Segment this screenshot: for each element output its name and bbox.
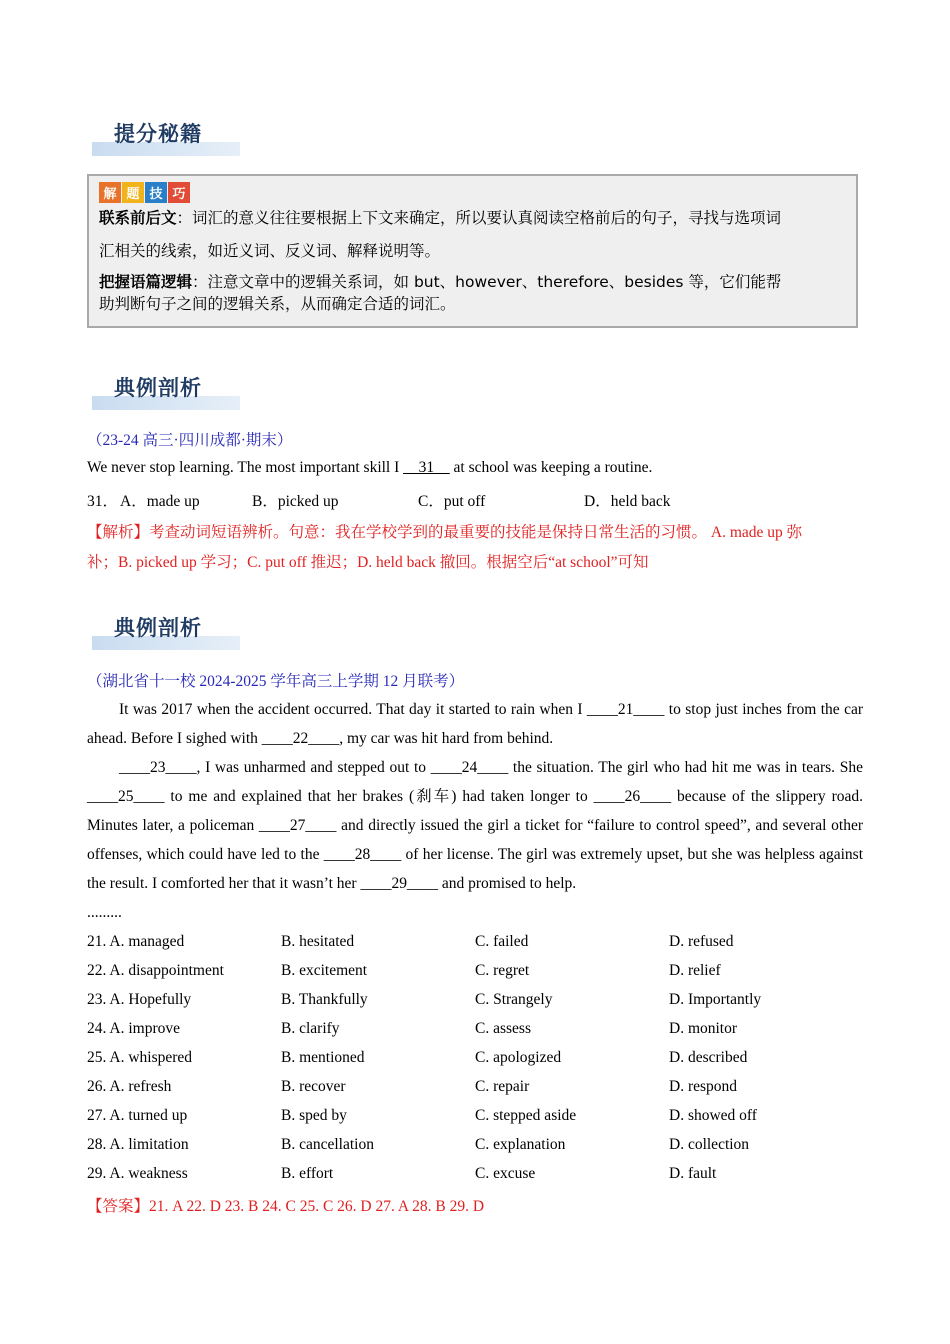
question-22-option-b: B. excitement [281,962,368,979]
question-29-option-a: 29. A. weakness [87,1165,188,1182]
question-27-option-b: B. sped by [281,1107,347,1124]
badge-char: 技 [145,182,167,203]
tip1-bold: 联系前后文 [99,209,177,227]
question-27-option-a: 27. A. turned up [87,1107,188,1124]
question-29-option-d: D. fault [669,1165,717,1182]
heading-text: 提分秘籍 [114,122,202,146]
question-22-option-c: C. regret [475,962,530,979]
question-24-option-a: 24. A. improve [87,1020,180,1037]
heading-text: 典例剖析 [114,376,202,400]
question-29-option-b: B. effort [281,1165,334,1182]
question-28-option-c: C. explanation [475,1136,566,1153]
question-22-option-a: 22. A. disappointment [87,962,224,979]
heading-text: 典例剖析 [114,616,202,640]
question-25-option-c: C. apologized [475,1049,562,1066]
sentence-after: at school was keeping a routine. [449,459,653,476]
blank-31: __31__ [403,459,450,476]
question-28-option-a: 28. A. limitation [87,1136,189,1153]
question-23-option-a: 23. A. Hopefully [87,991,192,1008]
question-26-option-c: C. repair [475,1078,530,1095]
example2-source: （湖北省十一校 2024-2025 学年高三上学期 12 月联考） [87,673,465,690]
question-28-option-d: D. collection [669,1136,750,1153]
question-24-option-c: C. assess [475,1020,531,1037]
badge-char: 解 [99,182,121,203]
example1-sentence [87,459,652,477]
option-c: C．put off [418,493,486,510]
question-26-option-d: D. respond [669,1078,738,1095]
question-23-option-d: D. Importantly [669,991,762,1008]
question-25-option-a: 25. A. whispered [87,1049,193,1066]
question-26-option-a: 26. A. refresh [87,1078,172,1095]
question-27-option-c: C. stepped aside [475,1107,577,1124]
answer-key: 【答案】21. A 22. D 23. B 24. C 25. C 26. D 27. A 28. B 29. D [87,1198,485,1215]
question-21-option-d: D. refused [669,933,734,950]
tip-badges [99,182,190,203]
tip-line-1 [99,206,851,228]
tip-line-1-cont: 汇相关的线索，如近义词、反义词、解释说明等。 [99,242,441,260]
tip-line-2 [99,270,851,292]
question-24-option-d: D. monitor [669,1020,738,1037]
passage-ellipsis: ......... [87,904,122,921]
badge-char: 巧 [168,182,190,203]
passage-paragraph-2: ____23____, I was unharmed and stepped out to ____24____ the situation. The girl who had hit me was in tears. She ____25____ to me and explained that her brakes (刹车) had taken longer to ____26____ because of the slippery road. Minutes later, a policeman ____27____ and directly issued the girl a ticket for “failure to control speed”, and several other offenses, which could have led to the ____28____ of her license. The girl was extremely upset, but she was helpless against the result. I comforted her that it wasn’t her ____29____ and promised to help. [87,759,863,892]
question-27-option-d: D. showed off [669,1107,757,1124]
option-a: A．made up [120,493,200,510]
question-23-option-b: B. Thankfully [281,991,368,1008]
tip2-text: ：注意文章中的逻辑关系词，如 but、however、therefore、besides 等，它们能帮 [192,273,782,291]
question-25-option-b: B. mentioned [281,1049,365,1066]
tip-box [87,174,858,328]
option-d: D．held back [584,493,671,510]
question-22-option-d: D. relief [669,962,721,979]
question-25-option-d: D. described [669,1049,748,1066]
option-b: B．picked up [252,493,339,510]
section-heading-example-2 [92,610,240,650]
question-23-option-c: C. Strangely [475,991,553,1008]
question-26-option-b: B. recover [281,1078,346,1095]
analysis-line-1: 【解析】考查动词短语辨析。句意：我在学校学到的最重要的技能是保持日常生活的习惯。 A. made up 弥 [87,524,803,541]
section-heading-example-1 [92,370,240,410]
question-21-option-c: C. failed [475,933,529,950]
tip2-bold: 把握语篇逻辑 [99,273,193,291]
section-heading-tips [92,116,240,156]
passage-paragraph-1: It was 2017 when the accident occurred. That day it started to rain when I ____21____ to stop just inches from the car ahead. Before I sighed with ____22____, my car was hit hard from behind. [87,701,863,747]
question-21-option-a: 21. A. managed [87,933,185,950]
analysis-line-2: 补；B. picked up 学习；C. put off 推迟；D. held back 撤回。根据空后“at school”可知 [87,554,649,571]
question-29-option-c: C. excuse [475,1165,536,1182]
sentence-before: We never stop learning. The most important skill I [87,459,404,476]
question-31-number: 31． [87,493,119,510]
example1-source: （23-24 高三·四川成都·期末） [87,432,293,449]
tip1-text: ：词汇的意义往往要根据上下文来确定，所以要认真阅读空格前后的句子，寻找与选项词 [176,209,782,227]
badge-char: 题 [122,182,144,203]
question-24-option-b: B. clarify [281,1020,340,1037]
tip-line-2-cont: 助判断句子之间的逻辑关系，从而确定合适的词汇。 [99,295,456,313]
question-21-option-b: B. hesitated [281,933,355,950]
question-28-option-b: B. cancellation [281,1136,374,1153]
